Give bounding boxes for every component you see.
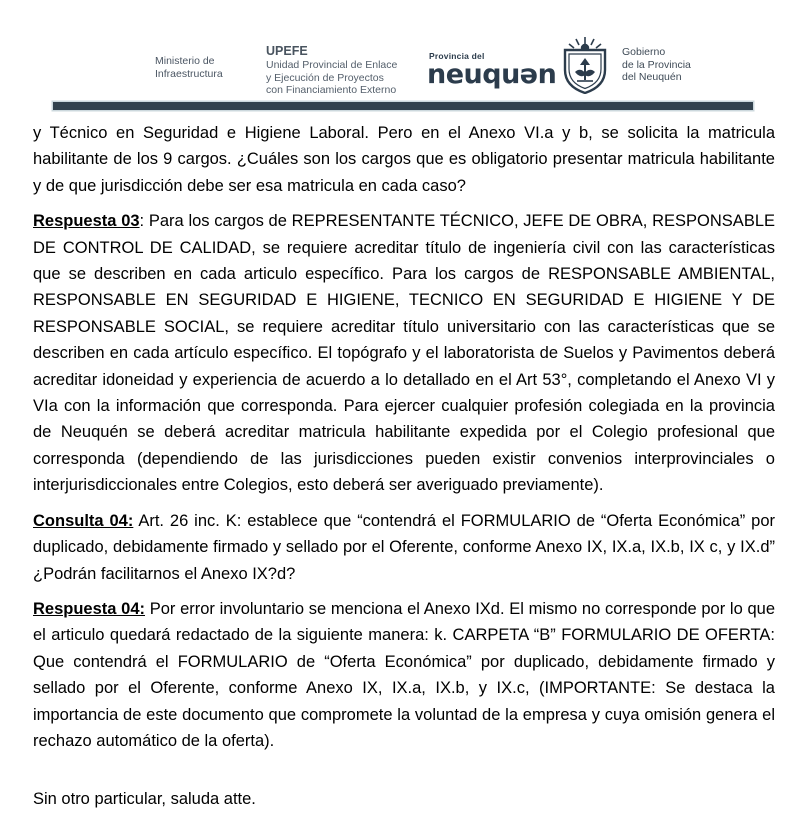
paragraph-text: y Técnico en Seguridad e Higiene Laboral. Pero en el Anexo VI.a y b, se solicita la matricula habilitante de los 9 cargos. ¿Cuáles son los cargos que es obligatorio presentar matricula habilitante y de que jurisdicción debe ser esa matricula en cada caso? [33,124,775,195]
paragraph-question-continuation [33,120,775,199]
consulta-04-label: Consulta 04: [33,511,134,530]
letterhead [0,0,805,100]
upefe-line-3: con Financiamiento Externo [266,84,397,96]
government-line-2: de la Provincia [622,58,691,71]
respuesta-03-text: : Para los cargos de REPRESENTANTE TÉCNICO, JEFE DE OBRA, RESPONSABLE DE CONTROL DE CALIDAD, se requiere acreditar título de ingeniería civil con las características que se describen en cada articulo específico. Para los cargos de RESPONSABLE AMBIENTAL, RESPONSABLE EN SEGURIDAD E HIGIENE, TECNICO EN SEGURIDAD E HIGIENE Y DE RESPONSABLE SOCIAL, se requiere acreditar título universitario con las características que se describen en cada artículo específico. El topógrafo y el laboratorista de Suelos y Pavimentos deberá acreditar idoneidad y experiencia de acuerdo a lo detallado en el Art 53°, completando el Anexo VI y VIa con la información que corresponda. Para ejercer cualquier profesión colegiada en la provincia de Neuquén se deberá acreditar matricula habilitante expedida por el Colegio profesional que corresponda (dependiendo de las jurisdicciones pueden existir convenios interprovinciales o interjurisdiccionales entre Colegios, esto deberá ser averiguado previamente). [33,212,775,495]
upefe-line-1: Unidad Provincial de Enlace [266,59,398,71]
letter-body [33,120,775,813]
government-text [622,46,691,84]
government-logo [557,36,691,94]
ministry-line-1: Ministerio de [155,55,215,67]
ministry-logo [155,55,223,81]
neuquen-logo [427,51,556,88]
provincial-coat-of-arms-icon [557,36,613,94]
government-line-1: Gobierno [622,46,666,59]
respuesta-04-label: Respuesta 04: [33,599,145,618]
upefe-line-2: y Ejecución de Proyectos [266,71,384,84]
paragraph-consulta-04 [33,508,775,587]
government-line-3: del Neuquén [622,71,682,84]
consulta-04-text: Art. 26 inc. K: establece que “contendrá el FORMULARIO de “Oferta Económica” por duplicado, debidamente firmado y sellado por el Oferente, conforme Anexo IX, IX.a, IX.b, IX c, y IX.d” ¿Podrán facilitarnos el Anexo IX?d? [33,511,775,583]
closing-line: Sin otro particular, saluda atte. [33,790,256,809]
paragraph-respuesta-04 [33,596,775,754]
respuesta-04-text: Por error involuntario se menciona el Anexo IXd. El mismo no corresponde por lo que el articulo quedará redactado de la siguiente manera: k. CARPETA “B” FORMULARIO DE OFERTA: Que contendrá el FORMULARIO de “Oferta Económica” por duplicado, debidamente firmado y sellado por el Oferente, conforme Anexo IX, IX.a, IX.b, y IX.c, (IMPORTANTE: Se destaca la importancia de este documento que compromete la voluntad de la empresa y cuya omisión genera el rechazo automático de la oferta). [33,599,775,750]
paragraph-respuesta-03 [33,208,775,498]
header-divider-rule [53,102,753,110]
neuquen-logo-wordmark: neuquən [427,59,557,90]
neuquen-logo-top-text: Provincia del [429,51,485,61]
ministry-line-2: Infraestructura [155,68,223,80]
upefe-title: UPEFE [266,44,308,58]
respuesta-03-label: Respuesta 03 [33,212,140,231]
upefe-logo [266,44,397,97]
